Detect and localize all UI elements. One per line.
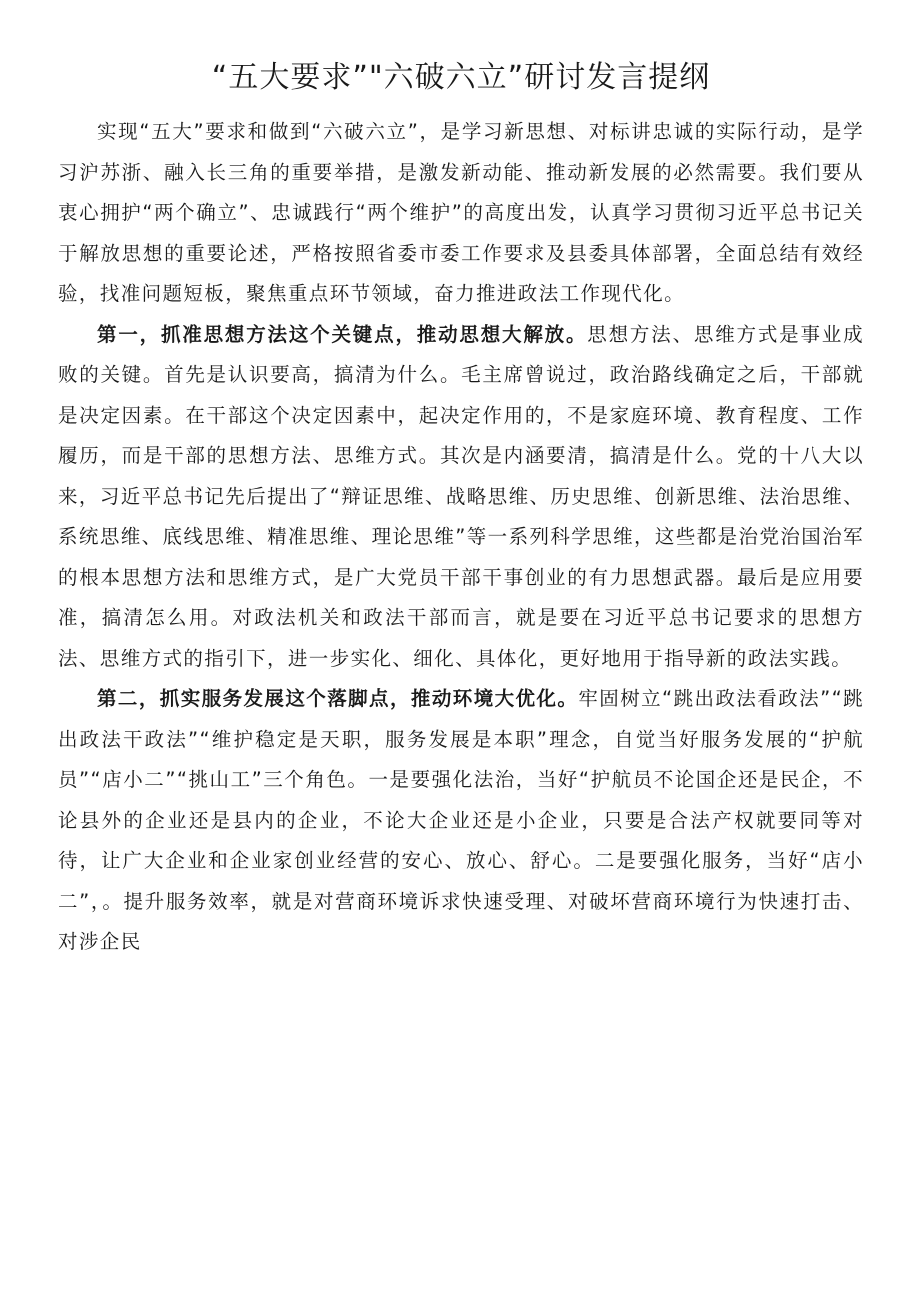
paragraph-body: 实现“五大”要求和做到“六破六立”，是学习新思想、对标讲忠诚的实际行动，是学习沪苏浙、融入长三角的重要举措，是激发新动能、推动新发展的必然需要。我们要从衷心拥护“两个确立”、忠诚践行“两个维护”的高度出发，认真学习贯彻习近平总书记关于解放思想的重要论述，严格按照省委市委工作要求及县委具体部署，全面总结有效经验，找准问题短板，聚焦重点环节领域，奋力推进政法工作现代化。 <box>58 120 864 305</box>
document-page <box>58 56 864 963</box>
paragraph-body: 牢固树立“跳出政法看政法”“跳出政法干政法”“维护稳定是天职，服务发展是本职”理念，自觉当好服务发展的“护航员”“店小二”“挑山工”三个角色。一是要强化法治，当好“护航员不论国企还是民企，不论县外的企业还是县内的企业，不论大企业还是小企业，只要是合法产权就要同等对待，让广大企业和企业家创业经营的安心、放心、舒心。二是要强化服务，当好“店小二”，。提升服务效率，就是对营商环境诉求快速受理、对破坏营商环境行为快速打击、对涉企民 <box>58 687 865 953</box>
paragraph-body: 思想方法、思维方式是事业成败的关键。首先是认识要高，搞清为什么。毛主席曾说过，政治路线确定之后，干部就是决定因素。在干部这个决定因素中，起决定作用的，不是家庭环境、教育程度、工作履历，而是干部的思想方法、思维方式。其次是内涵要清，搞清是什么。党的十八大以来，习近平总书记先后提出了“辩证思维、战略思维、历史思维、创新思维、法治思维、系统思维、底线思维、精准思维、理论思维”等一系列科学思维，这些都是治党治国治军的根本思想方法和思维方式，是广大党员干部干事创业的有力思想武器。最后是应用要准，搞清怎么用。对政法机关和政法干部而言，就是要在习近平总书记要求的思想方法、思维方式的指引下，进一步实化、细化、具体化，更好地用于指导新的政法实践。 <box>58 322 865 670</box>
paragraph-point-two <box>58 679 864 963</box>
paragraph-lead: 第二，抓实服务发展这个落脚点，推动环境大优化。 <box>97 687 579 710</box>
document-title: “五大要求”"六破六立”研讨发言提纲 <box>211 60 711 95</box>
paragraph-intro <box>58 112 864 315</box>
paragraph-lead: 第一，抓准思想方法这个关键点，推动思想大解放。 <box>97 322 588 346</box>
paragraph-point-one <box>58 315 864 680</box>
